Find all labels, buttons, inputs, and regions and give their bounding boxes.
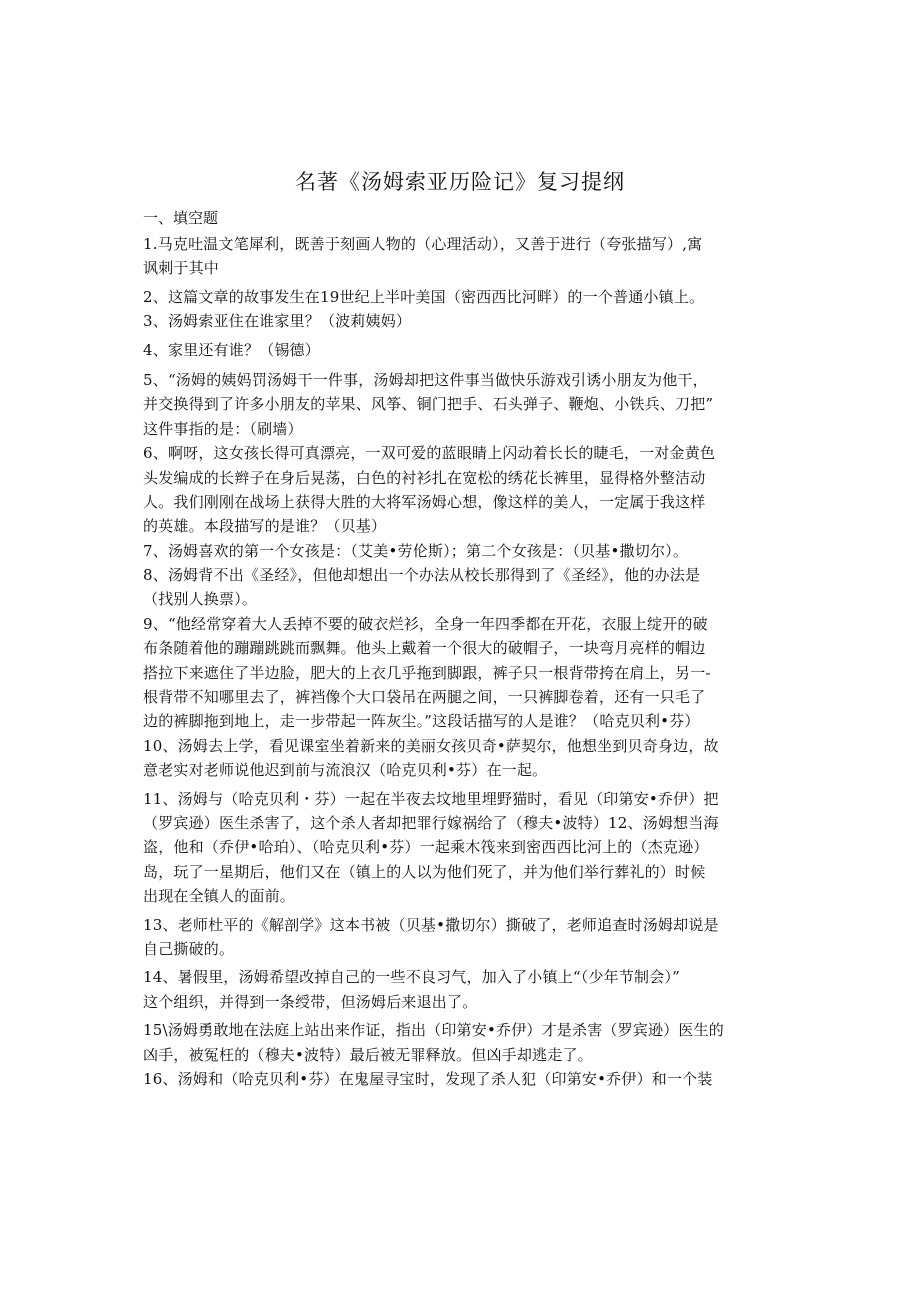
question-line: 讽刺于其中 xyxy=(143,259,220,278)
question-line: （找别人换票）。 xyxy=(143,590,258,609)
question-line: 3、汤姆索亚住在谁家里？（波莉姨妈） xyxy=(143,312,412,331)
question-2 xyxy=(143,285,783,309)
question-line: 7、汤姆喜欢的第一个女孩是：（艾美•劳伦斯）；第二个女孩是：（贝基•撒切尔）。 xyxy=(143,541,689,560)
question-line: 8、汤姆背不出《圣经》，但他却想出一个办法从校长那得到了《圣经》，他的办法是 xyxy=(143,566,701,585)
question-line: 出现在全镇人的面前。 xyxy=(143,887,296,906)
question-6 xyxy=(143,441,783,539)
question-10 xyxy=(143,734,783,783)
question-line: （罗宾逊）医生杀害了，这个杀人者却把罪行嫁祸给了（穆夫•波特）12、汤姆想当海 xyxy=(143,813,719,832)
question-9 xyxy=(143,612,783,734)
question-line: 的英雄。本段描写的是谁？（贝基） xyxy=(143,517,387,536)
question-7 xyxy=(143,539,783,563)
question-14 xyxy=(143,965,783,1014)
question-13 xyxy=(143,913,783,962)
question-line: 自己撕破的。 xyxy=(143,939,235,958)
question-line: 6、啊呀，这女孩长得可真漂亮，一双可爱的蓝眼睛上闪动着长长的睫毛，一对金黄色 xyxy=(143,444,716,463)
question-line: 5、“汤姆的姨妈罚汤姆干一件事，汤姆却把这件事当做快乐游戏引诱小朋友为他干， xyxy=(143,370,708,389)
document-body xyxy=(143,206,783,1091)
question-line: 10、汤姆去上学，看见课室坐着新来的美丽女孩贝奇•萨契尔，他想坐到贝奇身边，故 xyxy=(143,736,719,755)
question-line: 意老实对老师说他迟到前与流浪汉（哈克贝利•芬）在一起。 xyxy=(143,761,548,780)
question-line: 边的裤脚拖到地上，走一步带起一阵灰尘。”这段话描写的人是谁？（哈克贝利•芬） xyxy=(143,712,700,731)
question-line: 布条随着他的蹦蹦跳跳而飘舞。他头上戴着一个很大的破帽子，一块弯月亮样的帽边 xyxy=(143,639,706,658)
question-5 xyxy=(143,368,783,441)
question-line: 根背带不知哪里去了，裤裆像个大口袋吊在两腿之间，一只裤脚卷着，还有一只毛了 xyxy=(143,688,706,707)
question-4 xyxy=(143,338,783,362)
question-line: 搭拉下来遮住了半边脸，肥大的上衣几乎拖到脚跟，裤子只一根背带挎在肩上，另一- xyxy=(143,663,711,682)
question-line: 9、“他经常穿着大人丢掉不要的破衣烂衫，全身一年四季都在开花，衣服上绽开的破 xyxy=(143,614,708,633)
question-line: 头发编成的长辫子在身后晃荡，白色的衬衫扎在宽松的绣花长裤里，显得格外整洁动 xyxy=(143,468,706,487)
question-line: 人。我们刚刚在战场上获得大胜的大将军汤姆心想，像这样的美人，一定属于我这样 xyxy=(143,492,706,511)
question-line: 1.马克吐温文笔犀利，既善于刻画人物的（心理活动），又善于进行（夸张描写）,寓 xyxy=(143,235,703,253)
question-line: 13、老师杜平的《解剖学》这本书被（贝基•撒切尔）撕破了，老师追查时汤姆却说是 xyxy=(143,915,719,934)
question-line: 4、家里还有谁？（锡德） xyxy=(143,340,320,359)
question-1 xyxy=(143,232,783,281)
question-line: 这件事指的是：（刷墙） xyxy=(143,419,303,438)
question-line: 16、汤姆和（哈克贝利•芬）在鬼屋寻宝时，发现了杀人犯（印第安•乔伊）和一个装 xyxy=(143,1069,713,1088)
question-line: 2、这篇文章的故事发生在19世纪上半叶美国（密西西比河畔）的一个普通小镇上。 xyxy=(143,287,705,306)
question-line: 15\汤姆勇敢地在法庭上站出来作证，指出（印第安•乔伊）才是杀害（罗宾逊）医生的 xyxy=(143,1021,724,1040)
question-line: 岛，玩了一星期后，他们又在（镇上的人以为他们死了，并为他们举行葬礼的）时候 xyxy=(143,862,706,881)
question-line: 凶手，被冤枉的（穆夫•波特）最后被无罪释放。但凶手却逃走了。 xyxy=(143,1045,593,1064)
question-line: 14、暑假里，汤姆希望改掉自己的一些不良习气，加入了小镇上“（少年节制会）” xyxy=(143,968,681,987)
question-15 xyxy=(143,1018,783,1067)
question-16 xyxy=(143,1067,783,1091)
question-line: 11、汤姆与（哈克贝利・芬）一起在半夜去坟地里埋野猫时，看见（印第安•乔伊）把 xyxy=(143,789,719,808)
question-3 xyxy=(143,309,783,333)
question-line: 这个组织，并得到一条绶带，但汤姆后来退出了。 xyxy=(143,992,478,1011)
page-title: 名著《汤姆索亚历险记》复习提纲 xyxy=(295,170,625,194)
section-heading: 一、填空题 xyxy=(143,209,219,227)
question-8 xyxy=(143,563,783,612)
question-line: 并交换得到了许多小朋友的苹果、风筝、铜门把手、石头弹子、鞭炮、小铁兵、刀把” xyxy=(143,395,714,414)
question-11 xyxy=(143,787,783,909)
question-line: 盗，他和（乔伊•哈珀）、（哈克贝利•芬）一起乘木筏来到密西西比河上的（杰克逊） xyxy=(143,838,709,857)
